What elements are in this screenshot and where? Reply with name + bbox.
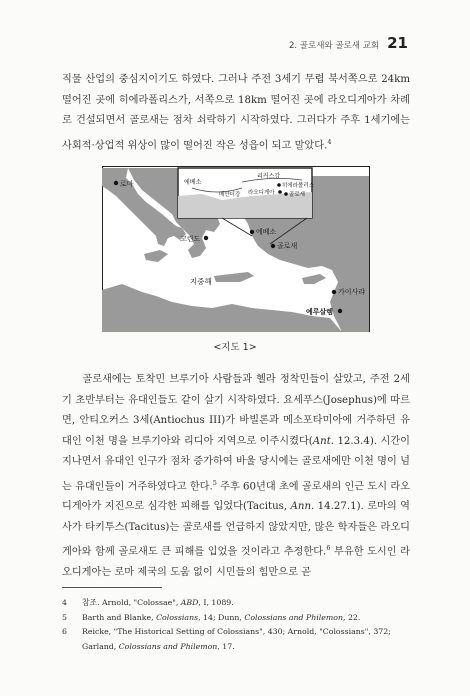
- label-colossae-inset: 골로새: [289, 192, 305, 198]
- p2-seg-1: 골로새에는 토착민 브루기아 사람들과 헬라 정착민들이 살았고, 주전 2세기 초반부터는 유대인들도 같이 살기 시작하였다. 요세푸스(Josephus)에 따르면, 안티오커스 3세(Antiochus III)가 바빌론과 메소포타미아에 거주하던 유대인 이천 명을 브루기아와 리디아 지역으로 이주시켰다(: [62, 374, 410, 447]
- paragraph-1-text: 직물 산업의 중심지이기도 하였다. 그러나 주전 3세기 무렵 북서쪽으로 24km 떨어진 곳에 히에라폴리스가, 서쪽으로 18km 떨어진 곳에 라오디게아가 차례로 건설되면서 골로새는 점차 쇠락하기 시작하였다. 그러다가 주후 1세기에는 사회적·상업적 위상이 많이 떨어진 작은 성읍이 되고 말았다.: [62, 74, 410, 151]
- footnote-text: [82, 596, 412, 611]
- fn5-part-b: , 14; Dunn,: [198, 612, 245, 622]
- paragraph-2: [62, 370, 410, 584]
- footnote-number: 4: [62, 598, 67, 607]
- p2-ref-ant: Ant.: [312, 435, 335, 447]
- figure-caption: <지도 1>: [213, 342, 257, 353]
- p2-seg-5: 부유한 도시인 라오디게아는 로마 제국의 도움 없이 시민들의 힘만으로 곧: [62, 546, 411, 579]
- marker-jerusalem: [338, 309, 342, 313]
- p2-seg-4: 14.27.1). 로마의 역사가 타키투스(Tacitus)는 골로새를 언급하지 않았지만, 많은 학자들은 라오디게아와 함께 골로새도 큰 피해를 입었을 것이라고 추정한다.: [62, 501, 410, 558]
- marker-colossae: [271, 244, 275, 248]
- footnote-number: 6: [62, 627, 67, 636]
- marker-laodicea: [278, 190, 282, 194]
- footnotes: [62, 596, 412, 654]
- label-ephesus-inset: 에베소: [184, 179, 202, 186]
- footnote-ref-6[interactable]: 6: [326, 544, 331, 553]
- fn5-part-a: Barth and Blanke,: [82, 612, 157, 622]
- marker-corinth: [204, 236, 208, 240]
- label-meander: 메안더강: [219, 192, 241, 198]
- fn4-part-b: , I, 1089.: [198, 598, 234, 607]
- map-figure: [102, 166, 370, 332]
- label-colossae: 골로새: [277, 242, 298, 250]
- label-jerusalem: 예루살렘: [306, 308, 334, 316]
- fn5-italic-2: Colossians and Philemon: [244, 612, 343, 622]
- fn5-part-c: , 22.: [342, 612, 361, 622]
- marker-hierapolis: [277, 183, 281, 187]
- label-laodicea: 라오디게아: [248, 190, 275, 196]
- fn6-part-a: Reicke, "The Historical Setting of Colossians", 430; Arnold, "Colossians", 372; Garland,: [82, 627, 391, 651]
- label-lycus: 리커스강: [257, 173, 281, 180]
- running-title: 2. 골로새와 골로새 교회: [289, 41, 380, 51]
- label-corinth: 고린도: [180, 235, 201, 243]
- p2-ref-ann: Ann.: [290, 501, 315, 513]
- footnote-text: [82, 625, 412, 654]
- marker-rome: [114, 181, 118, 185]
- p2-seg-2: 12.3.4). 시간이 지나면서 유대인 인구가 점차 증가하여 바울 당시에는 골로새에만 이천 명이 넘는 유대인들이 거주하였다고 한다.: [62, 435, 411, 492]
- p2-seg-3: 주후 60년대 초에 골로새의 인근 도시 라오디게아가 지진으로 심각한 피해를 입었다(Tacitus,: [62, 480, 411, 513]
- footnote-ref-5[interactable]: 5: [212, 478, 217, 487]
- footnote-text: [82, 611, 412, 626]
- map-svg: [102, 166, 370, 332]
- fn5-italic: Colossians: [156, 612, 199, 622]
- marker-caesarea: [332, 290, 336, 294]
- footnote-4: [62, 596, 412, 611]
- footnote-ref-4[interactable]: 4: [327, 137, 332, 146]
- fn6-italic: Colossians and Philemon: [118, 641, 218, 651]
- footnote-5: [62, 611, 412, 626]
- fn4-part-a: 참조. Arnold, "Colossae",: [82, 598, 181, 607]
- label-caesarea: 가이사랴: [338, 288, 366, 296]
- marker-colossae-inset: [284, 192, 288, 196]
- paragraph-1: [62, 70, 410, 156]
- label-mediterranean: 지중해: [190, 277, 212, 286]
- marker-ephesus: [250, 230, 254, 234]
- label-rome: 로마: [120, 180, 134, 188]
- label-ephesus: 에베소: [256, 228, 277, 236]
- footnote-divider: [62, 587, 162, 588]
- fn6-part-b: , 17.: [217, 641, 235, 651]
- label-hierapolis: 히에라폴리스: [282, 183, 314, 189]
- page-number: 21: [387, 34, 408, 52]
- running-header: [289, 34, 408, 52]
- footnote-number: 5: [62, 612, 67, 622]
- footnote-6: [62, 625, 412, 654]
- fn4-italic: ABD: [180, 598, 199, 607]
